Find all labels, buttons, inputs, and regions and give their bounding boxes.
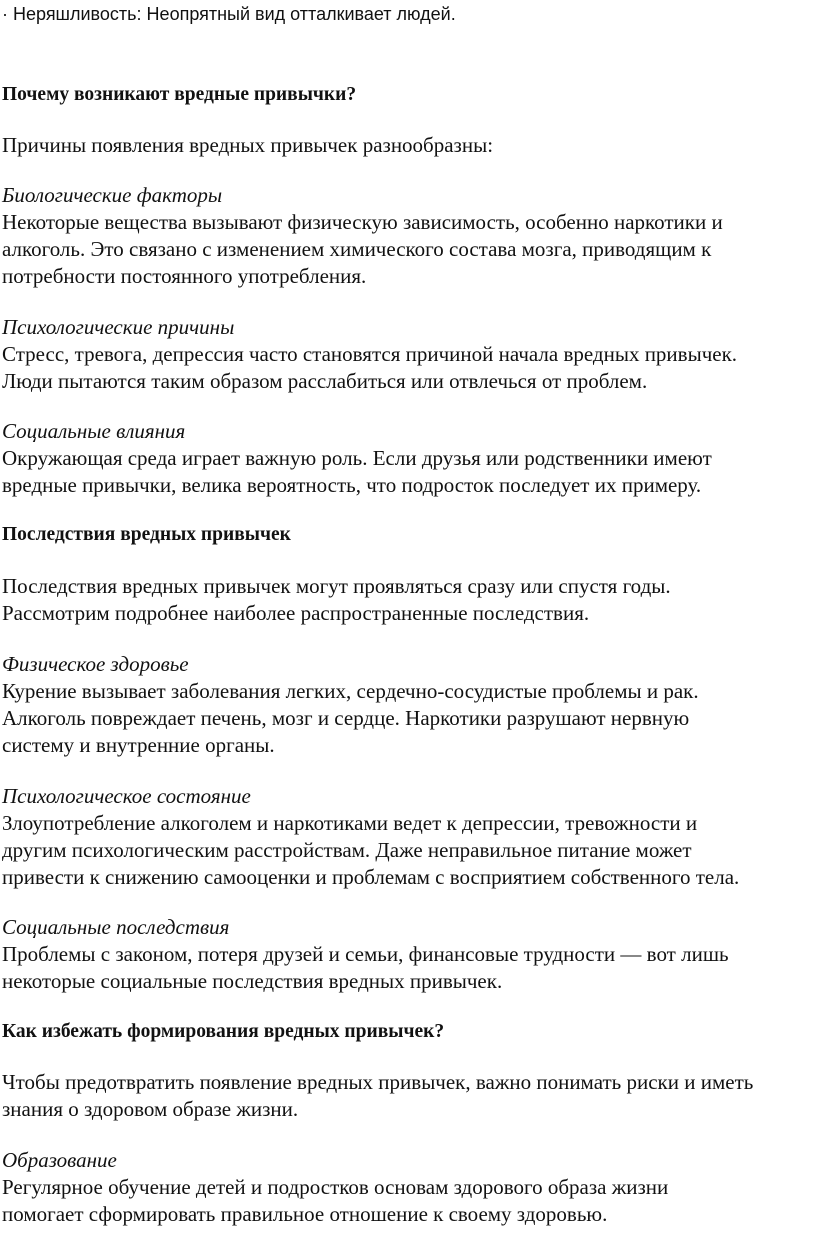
- paragraph-line: Проблемы с законом, потеря друзей и семьи, финансовые трудности — вот лишь: [2, 942, 729, 966]
- paragraph-line: другим психологическим расстройствам. Даже неправильное питание может: [2, 838, 692, 862]
- subsection-title: Биологические факторы: [2, 183, 223, 207]
- paragraph-line: Регулярное обучение детей и подростков основам здорового образа жизни: [2, 1175, 669, 1199]
- section-intro: Причины появления вредных привычек разнообразны:: [2, 133, 494, 157]
- paragraph-line: Рассмотрим подробнее наиболее распространенные последствия.: [2, 601, 590, 625]
- paragraph-line: алкоголь. Это связано с изменением химического состава мозга, приводящим к: [2, 237, 712, 261]
- paragraph-line: потребности постоянного употребления.: [2, 264, 367, 288]
- paragraph-line: вредные привычки, велика вероятность, что подросток последует их примеру.: [2, 473, 702, 497]
- paragraph-line: Алкоголь повреждает печень, мозг и сердце. Наркотики разрушают нервную: [2, 706, 690, 730]
- subsection-title: Социальные влияния: [2, 419, 186, 443]
- section-heading-consequences: Последствия вредных привычек: [2, 524, 291, 545]
- subsection-title: Физическое здоровье: [2, 652, 189, 676]
- subsection-title: Образование: [2, 1148, 117, 1172]
- subsection-title: Психологические причины: [2, 315, 235, 339]
- subsection-title: Психологическое состояние: [2, 784, 251, 808]
- paragraph-line: помогает сформировать правильное отношение к своему здоровью.: [2, 1202, 608, 1226]
- section-heading-prevention: Как избежать формирования вредных привычек?: [2, 1021, 445, 1042]
- subsection-title: Социальные последствия: [2, 915, 230, 939]
- paragraph-line: привести к снижению самооценки и проблемам с восприятием собственного тела.: [2, 865, 740, 889]
- paragraph-line: Стресс, тревога, депрессия часто становятся причиной начала вредных привычек.: [2, 342, 738, 366]
- paragraph-line: Чтобы предотвратить появление вредных привычек, важно понимать риски и иметь: [2, 1070, 754, 1094]
- section-heading-causes: Почему возникают вредные привычки?: [2, 84, 357, 105]
- paragraph-line: Курение вызывает заболевания легких, сердечно-сосудистые проблемы и рак.: [2, 679, 699, 703]
- intro-line: · Неряшливость: Неопрятный вид отталкивает людей.: [2, 4, 456, 24]
- paragraph-line: знания о здоровом образе жизни.: [2, 1097, 299, 1121]
- paragraph-line: Злоупотребление алкоголем и наркотиками ведет к депрессии, тревожности и: [2, 811, 698, 835]
- paragraph-line: Окружающая среда играет важную роль. Если друзья или родственники имеют: [2, 446, 712, 470]
- paragraph-line: Некоторые вещества вызывают физическую зависимость, особенно наркотики и: [2, 210, 723, 234]
- paragraph-line: Последствия вредных привычек могут проявляться сразу или спустя годы.: [2, 574, 671, 598]
- paragraph-line: Люди пытаются таким образом расслабиться или отвлечься от проблем.: [2, 369, 648, 393]
- paragraph-line: систему и внутренние органы.: [2, 733, 275, 757]
- paragraph-line: некоторые социальные последствия вредных привычек.: [2, 969, 503, 993]
